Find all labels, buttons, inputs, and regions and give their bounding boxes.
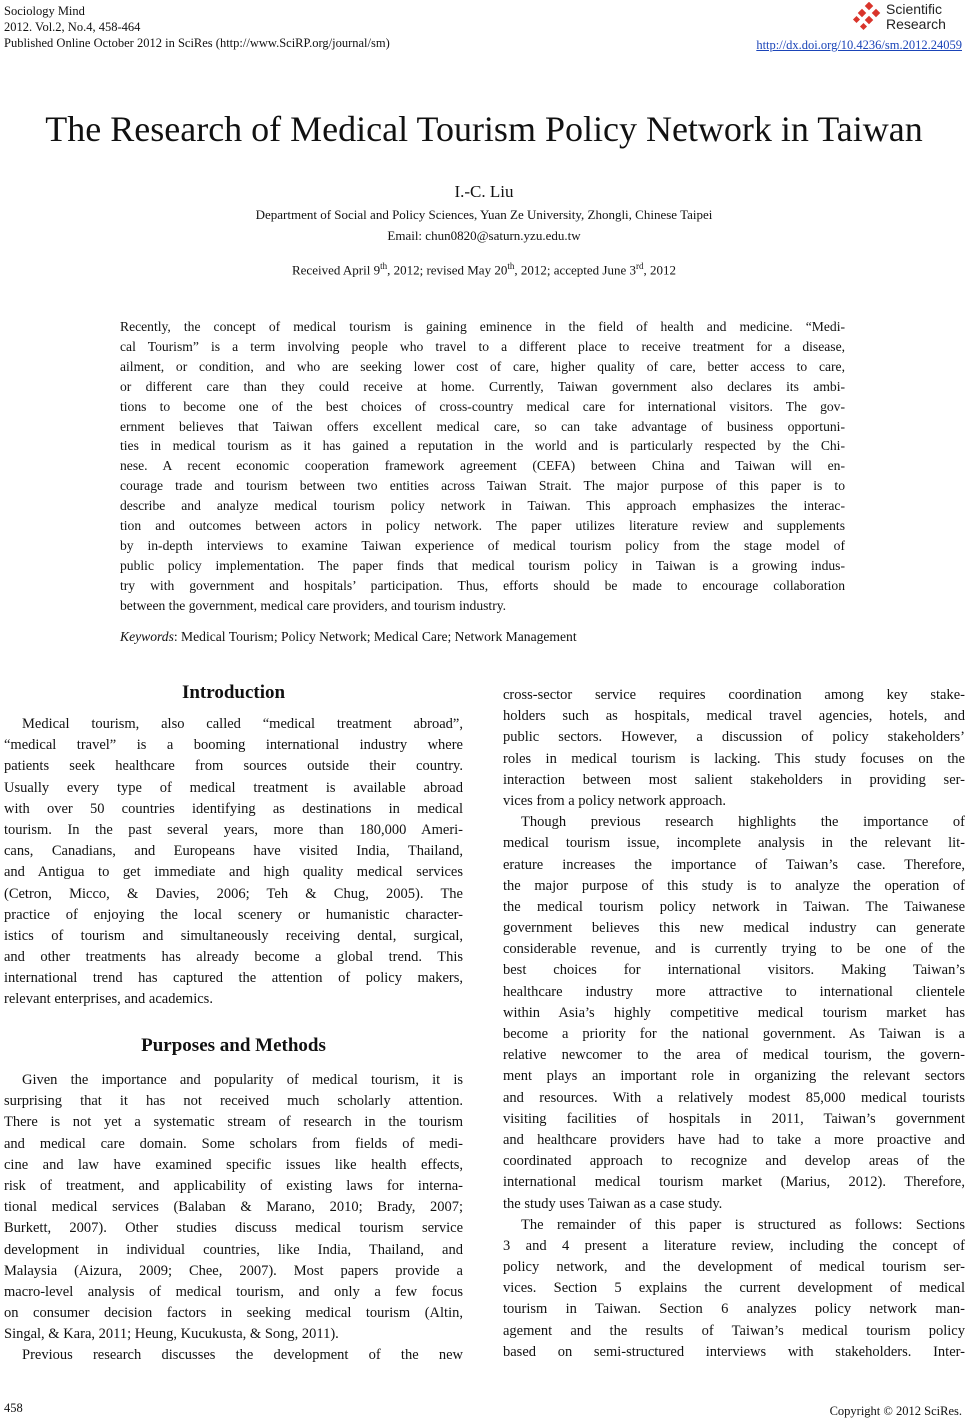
text-line: and medical care domain. Some scholars from fields of medi- (4, 1135, 463, 1152)
abstract-line: ernment believes that Taiwan offers excellent medical care, so can take advantage of business opportuni- (120, 418, 845, 434)
publisher-logo-icon (852, 2, 884, 32)
journal-volume: 2012. Vol.2, No.4, 458-464 (4, 20, 141, 34)
text-line: international trend has captured the attention of policy makers, (4, 970, 463, 987)
text-line: The remainder of this paper is structured as follows: Sections (521, 1216, 965, 1233)
text-line: “medical travel” is a booming international industry where (4, 737, 463, 754)
text-line: tourism. In the past several years, more than 180,000 Ameri- (4, 821, 463, 838)
author-affiliation: Department of Social and Policy Sciences, Yuan Ze University, Zhongli, Chinese Taipei (255, 207, 713, 222)
text-line: development in individual countries, like India, Thailand, and (4, 1241, 463, 1258)
section-heading-introduction: Introduction (181, 682, 286, 703)
text-line: roles in medical tourism is lacking. This study focuses on the (503, 750, 965, 767)
text-line: medical tourism issue, incomplete analysis in the relevant lit- (503, 835, 965, 852)
text-line: and healthcare providers have had to take a more proactive and (503, 1131, 965, 1148)
text-line: and resources. With a relatively modest 85,000 medical tourists (503, 1089, 965, 1106)
text-line: visiting facilities of hospitals in 2011, Taiwan’s government (503, 1110, 965, 1127)
text-line: vices from a policy network approach. (503, 792, 727, 809)
received-dates: Received April 9th, 2012; revised May 20th, 2012; accepted June 3rd, 2012 (291, 261, 676, 278)
text-line: erature increases the importance of Taiwan’s case. Therefore, (503, 856, 965, 873)
introduction-text (4, 714, 463, 1011)
abstract-line: courage trade and tourism between two entities across Taiwan Strait. The major purpose of this paper is to (120, 478, 845, 494)
text-line: cine and law have examined specific issues like health effects, (4, 1156, 463, 1173)
abstract-line: ties in medical tourism as it has gained a reputation in the world and is particularly respected by the Chi- (120, 438, 845, 454)
keywords (120, 629, 577, 645)
text-line: the study uses Taiwan as a case study. (503, 1195, 723, 1212)
doi-link[interactable]: http://dx.doi.org/10.4236/sm.2012.24059 (756, 38, 962, 52)
text-line: risk of treatment, and applicability of existing laws for interna- (4, 1177, 463, 1194)
text-line: practice of enjoying the local scenery or humanistic character- (4, 906, 463, 923)
text-line: surprising that it has not received much scholarly attention. (4, 1093, 463, 1110)
abstract-line: nese. A recent economic cooperation framework agreement (CEFA) between China and Taiwan will en- (120, 458, 845, 474)
author-name: I.-C. Liu (454, 182, 514, 201)
text-line: There is not yet a systematic stream of research in the tourism (4, 1114, 463, 1131)
text-line: macro-level analysis of medical tourism, and only a few focus (4, 1283, 463, 1300)
journal-name: Sociology Mind (4, 4, 85, 18)
abstract-line: between the government, medical care providers, and tourism industry. (120, 597, 507, 613)
text-line: Though previous research highlights the importance of (521, 814, 965, 831)
text-line: agement and the results of Taiwan’s medical tourism policy (503, 1322, 965, 1339)
text-line: relevant enterprises, and academics. (4, 991, 213, 1008)
text-line: Malaysia (Aizura, 2009; Chee, 2007). Most papers provide a (4, 1262, 463, 1279)
text-line: and other treatments has already become a global trend. This (4, 949, 463, 966)
text-line: healthcare industry more attractive to international clientele (503, 983, 965, 1000)
text-line: Medical tourism, also called “medical treatment abroad”, (22, 716, 463, 732)
abstract-line: try with government and hospitals’ participation. Thus, efforts should be made to encourage collaboration (120, 577, 845, 593)
author-email: Email: chun0820@saturn.yzu.edu.tw (387, 228, 581, 243)
abstract-line: describe and analyze medical tourism policy network in Taiwan. This approach emphasizes the interac- (120, 498, 845, 514)
page-number: 458 (4, 1401, 23, 1415)
keywords-label: Keywords (120, 629, 174, 644)
section-heading-purposes: Purposes and Methods (141, 1035, 326, 1056)
publication-info: Published Online October 2012 in SciRes (http://www.SciRP.org/journal/sm) (4, 36, 390, 50)
abstract-line: by in-depth interviews to examine Taiwan experience of medical tourism policy from the stage model of (120, 537, 845, 553)
text-line: with over 50 countries identifying as destinations in medical (4, 800, 463, 817)
logo-text: Scientific Research (886, 1, 946, 32)
paper-title: The Research of Medical Tourism Policy Network in Taiwan (45, 109, 923, 149)
text-line: holders such as hospitals, medical travel agencies, hotels, and (503, 708, 965, 725)
text-line: the major purpose of this study is to analyze the operation of (503, 877, 965, 894)
text-line: 3 and 4 present a literature review, including the concept of (503, 1237, 965, 1254)
text-line: cross-sector service requires coordination among key stake- (503, 687, 965, 703)
text-line: and Antigua to get immediate and high quality medical services (4, 864, 463, 881)
text-line: cans, Canadians, and Europeans have visited India, Thailand, (4, 843, 463, 860)
abstract-line: public policy implementation. The paper finds that medical tourism policy in Taiwan is a growing indus- (120, 557, 845, 573)
abstract-line: ailment, or condition, and who are seeking lower cost of care, higher quality of care, better access to care, (120, 358, 845, 374)
text-line: international medical tourism market (Marius, 2012). Therefore, (503, 1174, 965, 1191)
journal-header (4, 3, 390, 51)
abstract-line: tions to become one of the best choices of cross-country medical care for international visitors. The gov- (120, 398, 845, 414)
purposes-text (4, 1070, 463, 1367)
text-line: ment plays an important role in organizing the relevant sectors (503, 1068, 965, 1085)
text-line: vices. Section 5 explains the current development of medical (503, 1280, 965, 1297)
text-line: patients seek healthcare from sources outside their country. (4, 758, 463, 775)
text-line: public sectors. However, a discussion of policy stakeholders’ (503, 729, 965, 746)
text-line: interaction between most salient stakeholders in providing ser- (503, 771, 965, 788)
text-line: Given the importance and popularity of medical tourism, it is (22, 1072, 463, 1088)
text-line: relative newcomer to the area of medical tourism, the govern- (503, 1047, 965, 1064)
text-line: within Asia’s highly competitive medical tourism market has (503, 1004, 965, 1021)
scientific-research-logo (852, 2, 962, 34)
abstract-line: or different care than they could receive at home. Currently, Taiwan government also declares its ambi- (120, 378, 845, 394)
text-line: Previous research discusses the development of the new (22, 1347, 463, 1364)
text-line: best choices for international visitors. Making Taiwan’s (503, 962, 965, 979)
text-line: coordinated approach to recognize and develop areas of the (503, 1153, 965, 1170)
abstract-line: Recently, the concept of medical tourism is gaining eminence in the field of health and medicine. “Medi- (120, 319, 845, 334)
text-line: government believes this new medical industry can generate (503, 920, 965, 937)
text-line: on consumer decision factors in seeking medical tourism (Altin, (4, 1305, 463, 1322)
text-line: istics of tourism and simultaneously receiving dental, surgical, (4, 927, 463, 944)
text-line: considerable revenue, and is currently trying to be one of the (503, 941, 965, 958)
text-line: Burkett, 2007). Other studies discuss medical tourism service (4, 1220, 463, 1237)
text-line: based on semi-structured interviews with stakeholders. Inter- (503, 1343, 965, 1360)
abstract-line: tion and outcomes between actors in policy network. The paper utilizes literature review and supplements (120, 518, 845, 534)
keywords-list: : Medical Tourism; Policy Network; Medical Care; Network Management (173, 629, 577, 644)
abstract-line: cal Tourism” is a term involving people who travel to a different place to receive treatment for a disease, (120, 338, 845, 354)
text-line: the medical tourism policy network in Taiwan. The Taiwanese (503, 898, 965, 915)
text-line: Usually every type of medical treatment is available abroad (4, 779, 463, 796)
text-line: tional medical services (Balaban & Marano, 2010; Brady, 2007; (4, 1199, 463, 1216)
text-line: tourism in Taiwan. Section 6 analyzes policy network man- (503, 1301, 965, 1318)
copyright: Copyright © 2012 SciRes. (829, 1404, 962, 1418)
text-line: become a priority for the national government. As Taiwan is a (503, 1026, 965, 1042)
right-column-text (503, 685, 965, 1363)
text-line: Singal, & Kara, 2011; Heung, Kucukusta, & Song, 2011). (4, 1326, 339, 1343)
text-line: (Cetron, Micco, & Davies, 2006; Teh & Chug, 2005). The (4, 885, 463, 902)
text-line: policy network, and the development of medical tourism ser- (503, 1259, 965, 1276)
abstract (120, 317, 845, 616)
